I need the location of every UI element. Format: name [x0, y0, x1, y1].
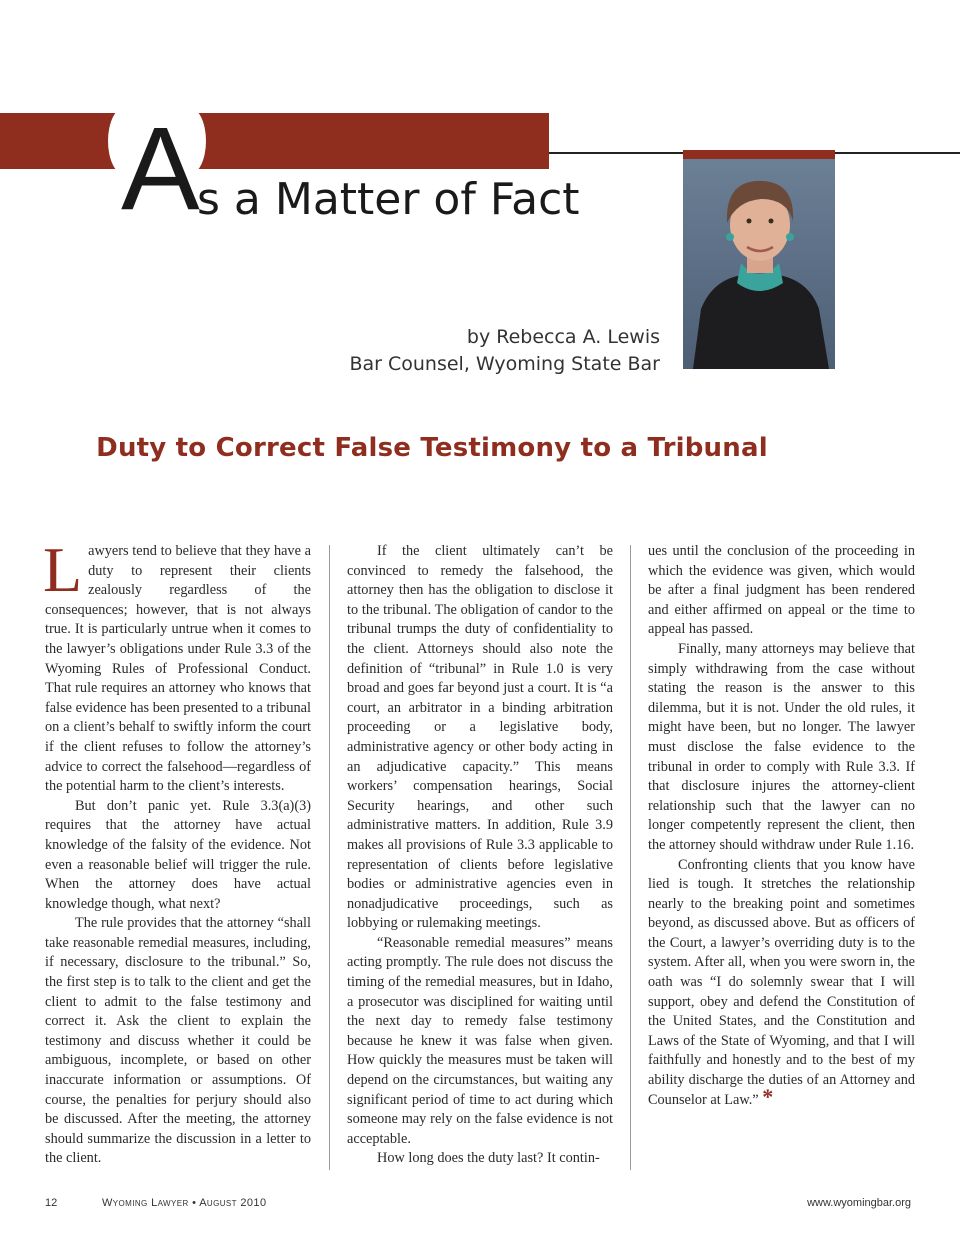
end-mark-icon: * — [762, 1083, 774, 1109]
paragraph: Finally, many attorneys may believe that simply withdrawing from the case without stating the reason is the answer to this dilemma, but it is not. Under the old rules, it might have been, but no longer. The lawyer must disclose the false evidence to the tribunal in order to comply with Rule 3.3. If that disclosure injures the attorney-client relationship such that the lawyer can no longer competently represent the client, then the attorney should withdraw under Rule 1.16. — [648, 640, 915, 853]
paragraph: Lawyers tend to believe that they have a duty to represent their clients zealously regardless of the consequences; however, that is not always true. It is particularly untrue when it comes to the lawyer’s obligations under Rule 3.3 of the Wyoming Rules of Professional Conduct. That rule requires an attorney who knows that false evidence has been presented to a tribunal on a client’s behalf to swiftly inform the court if the client refuses to follow the attorney’s advice to correct the falsehood—regardless of the potential harm to the client’s interests. — [43, 534, 311, 795]
article-column-2 — [347, 542, 613, 1169]
paragraph: ues until the conclusion of the proceeding in which the evidence was given, which would be after a final judgment has been rendered and either affirmed on appeal or the time to appeal has passed. — [648, 543, 915, 638]
publication-info: Wyoming Lawyer • August 2010 — [102, 1197, 267, 1209]
photo-top-bar — [683, 150, 835, 159]
article-column-3 — [648, 542, 915, 1110]
byline-author: by Rebecca A. Lewis — [466, 326, 660, 348]
paragraph: “Reasonable remedial measures” means acting promptly. The rule does not discuss the timing of the remedial measures, but in Idaho, a prosecutor was disciplined for waiting until the next day to remedy false testimony because he knew it was false when given. How quickly the measures must be taken will depend on the circumstances, but waiting any significant period of time to act during which someone may rely on the false evidence is not acceptable. — [347, 934, 613, 1147]
title-initial: A — [121, 103, 196, 235]
paragraph: If the client ultimately can’t be convinced to remedy the falsehood, the attorney then has the obligation to disclose it to the tribunal. The obligation of candor to the tribunal trumps the duty of confidentiality to the client. Attorneys should also note the definition of “tribunal” in Rule 1.0 is very broad and goes far beyond just a court. It is “a court, an arbitrator in a binding arbitration proceeding or a legislative body, administrative agency or other body acting in an adjudicative capacity.” This means workers’ compensation hearings, Social Security hearings, and other such administrative matters. In addition, Rule 3.9 makes all provisions of Rule 3.3 applicable to representation of clients before legislative bodies or administrative agencies even in nonadjudicative proceedings, such as lobbying or rulemaking meetings. — [347, 543, 613, 932]
article-headline: Duty to Correct False Testimony to a Tribunal — [96, 433, 768, 463]
drop-cap: L — [43, 534, 83, 605]
paragraph: Confronting clients that you know have lied is tough. It stretches the relationship nearly to the breaking point and sometimes beyond, as discussed above. But as officers of the Court, a lawyer’s overriding duty is to the system. After all, when you were sworn in, the oath was “I do solemnly swear that I will support, obey and defend the Constitution of the United States, and the Constitution and Laws of the State of Wyoming, and that I will faithfully and honestly and to the best of my ability discharge the duties of an Attorney and Counselor at Law.” * — [648, 856, 915, 1109]
title-banner-left — [0, 113, 119, 169]
column-divider — [329, 545, 330, 1170]
byline-role: Bar Counsel, Wyoming State Bar — [349, 353, 660, 375]
paragraph: How long does the duty last? It contin- — [377, 1150, 600, 1167]
byline — [349, 324, 660, 378]
column-divider — [630, 545, 631, 1170]
column-title: s a Matter of Fact — [197, 174, 580, 225]
page-number: 12 — [45, 1197, 58, 1209]
author-photo — [683, 159, 835, 369]
paragraph: But don’t panic yet. Rule 3.3(a)(3) requires that the attorney have actual knowledge of the falsity of the evidence. Not even a reasonable belief will trigger the rule. When the attorney does have actual knowledge though, what next? — [45, 797, 311, 912]
paragraph: The rule provides that the attorney “shall take reasonable remedial measures, including, if necessary, disclosure to the tribunal.” So, the first step is to talk to the client and get the client to admit to the false testimony and correct it. Ask the client to explain the testimony and discuss whether it could be ambiguous, incomplete, or based on other inaccurate information or assumptions. Of course, the penalties for perjury should also be discussed. After the meeting, the attorney should summarize the discussion in a letter to the client. — [45, 915, 311, 1167]
website-link[interactable]: www.wyomingbar.org — [807, 1197, 911, 1209]
article-column-1 — [43, 534, 311, 1169]
title-banner-right — [195, 113, 549, 169]
